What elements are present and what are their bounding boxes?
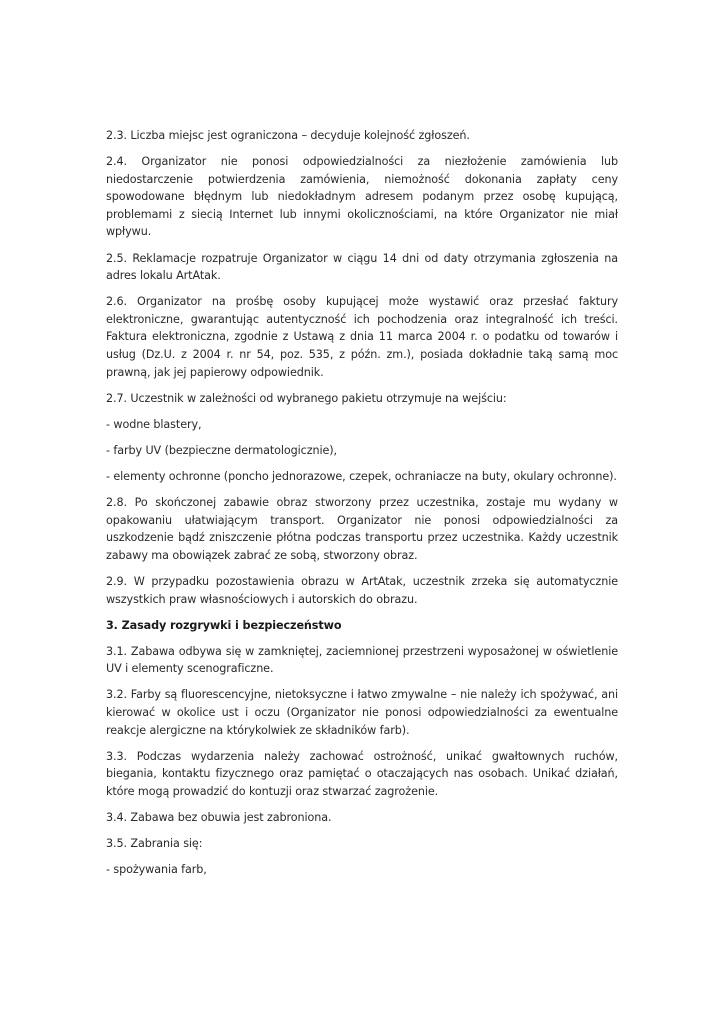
document-page xyxy=(106,127,618,887)
paragraph-3-3: 3.3. Podczas wydarzenia należy zachować ostrożność, unikać gwałtownych ruchów, biegania, kontaktu fizycznego oraz pamiętać o otaczających nas osobach. Unikać działań, które mogą prowadzić do kontuzji oraz stwarzać zagrożenie. xyxy=(106,749,618,798)
paragraph-3-4: 3.4. Zabawa bez obuwia jest zabroniona. xyxy=(106,811,332,824)
list-item-eating-paints: - spożywania farb, xyxy=(106,863,207,877)
paragraph-2-6: 2.6. Organizator na prośbę osoby kupującej może wystawić oraz przesłać faktury elektroniczne, gwarantując autentyczność ich pochodzenia oraz integralność ich treści. Faktura elektroniczna, zgodnie z Ustawą z dnia 11 marca 2004 r. o podatku od towarów i usług (Dz.U. z 2004 r. nr 54, poz. 535, z późn. zm.), posiada dokładnie taką samą moc prawną, jak jej papierowy odpowiednik. xyxy=(106,295,618,379)
section-3-heading: 3. Zasady rozgrywki i bezpieczeństwo xyxy=(106,618,342,632)
list-item-protective-elements: - elementy ochronne (poncho jednorazowe, czepek, ochraniacze na buty, okulary ochronne). xyxy=(106,470,617,483)
paragraph-2-3: 2.3. Liczba miejsc jest ograniczona – decyduje kolejność zgłoszeń. xyxy=(106,129,470,142)
paragraph-2-4: 2.4. Organizator nie ponosi odpowiedzialności za niezłożenie zamówienia lub niedostarczenie potwierdzenia zamówienia, niemożność dokonania zapłaty ceny spowodowane błędnym lub niedokładnym adresem podanym przez osobę kupującą, problemami z siecią Internet lub innymi okolicznościami, na które Organizator nie miał wpływu. xyxy=(106,155,618,239)
list-item-uv-paints: - farby UV (bezpieczne dermatologicznie), xyxy=(106,443,337,457)
paragraph-2-5: 2.5. Reklamacje rozpatruje Organizator w ciągu 14 dni od daty otrzymania zgłoszenia na adres lokalu ArtAtak. xyxy=(106,251,618,283)
paragraph-3-2: 3.2. Farby są fluorescencyjne, nietoksyczne i łatwo zmywalne – nie należy ich spożywać, ani kierować w okolice ust i oczu (Organizator nie ponosi odpowiedzialności za ewentualne reakcje alergiczne na którykolwiek ze składników farb). xyxy=(106,688,618,737)
paragraph-2-9: 2.9. W przypadku pozostawienia obrazu w ArtAtak, uczestnik zrzeka się automatycznie wszystkich praw własnościowych i autorskich do obrazu. xyxy=(106,574,618,606)
paragraph-3-1: 3.1. Zabawa odbywa się w zamkniętej, zaciemnionej przestrzeni wyposażonej w oświetlenie UV i elementy scenograficzne. xyxy=(106,644,618,676)
list-item-water-blasters: - wodne blastery, xyxy=(106,417,202,431)
paragraph-2-8: 2.8. Po skończonej zabawie obraz stworzony przez uczestnika, zostaje mu wydany w opakowaniu ułatwiającym transport. Organizator nie ponosi odpowiedzialności za uszkodzenie bądź zniszczenie płótna podczas transportu przez uczestnika. Każdy uczestnik zabawy ma obowiązek zabrać ze sobą, stworzony obraz. xyxy=(106,496,618,562)
paragraph-3-5: 3.5. Zabrania się: xyxy=(106,837,203,851)
paragraph-2-7: 2.7. Uczestnik w zależności od wybranego pakietu otrzymuje na wejściu: xyxy=(106,391,507,405)
